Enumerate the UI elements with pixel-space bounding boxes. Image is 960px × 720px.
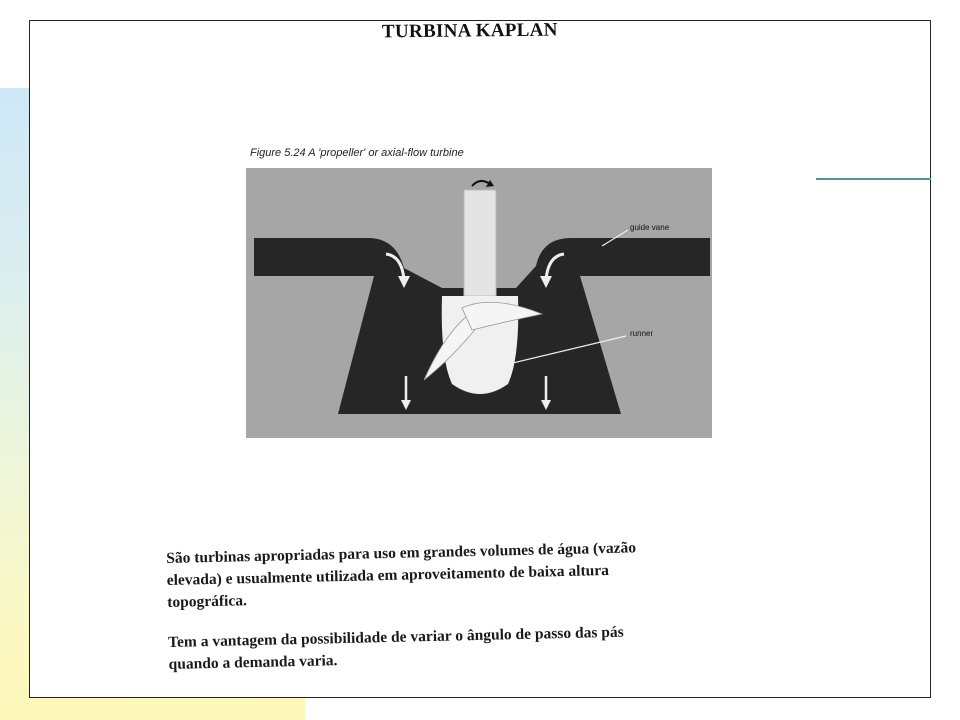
figure-caption: Figure 5.24 A 'propeller' or axial-flow turbine [250, 147, 464, 159]
turbine-shaft [464, 190, 496, 296]
body-text [166, 533, 809, 675]
paragraph-2-line: Tem a vantagem da possibilidade de variar o ângulo de passo das pás [167, 623, 624, 651]
paragraph-1-line: elevada) e usualmente utilizada em aproveitamento de baixa altura [166, 561, 610, 589]
accent-line [816, 178, 931, 180]
guide-vane-label: guide vane [630, 223, 670, 232]
paragraph-1-line: São turbinas apropriadas para uso em grandes volumes de água (vazão [166, 539, 637, 567]
paragraph-1-line: topográfica. [167, 592, 248, 611]
turbine-figure [246, 168, 712, 438]
page-title: TURBINA KAPLAN [381, 19, 558, 43]
paragraph-2-line: quando a demanda varia. [168, 652, 338, 673]
runner-label: runner [630, 329, 654, 338]
